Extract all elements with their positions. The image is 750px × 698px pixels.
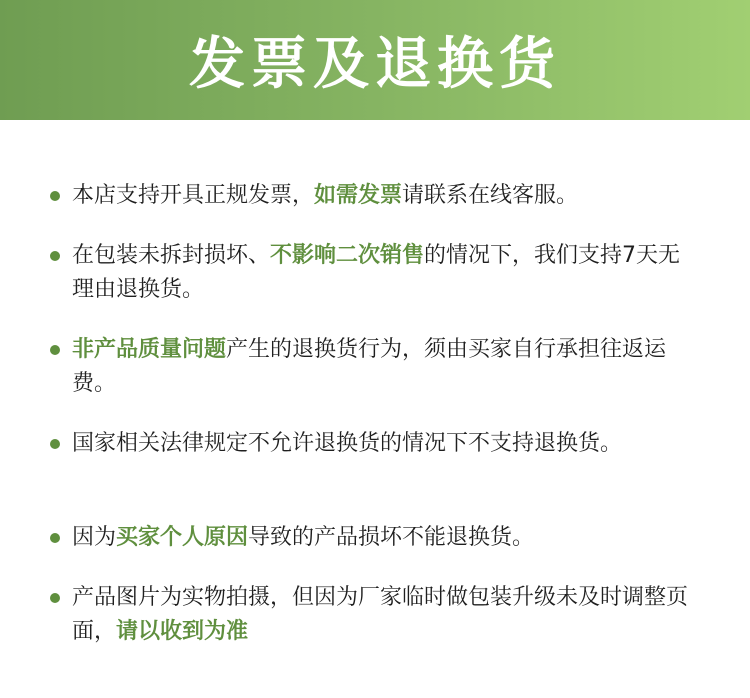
policy-item-legal [50, 427, 690, 461]
bullet-dot-icon [50, 191, 60, 201]
policy-text: 国家相关法律规定不允许退换货的情况下不支持退换货。 [72, 431, 623, 456]
bullet-dot-icon [50, 251, 60, 261]
highlight-text: 请以收到为准 [116, 619, 249, 644]
header-banner [0, 0, 750, 120]
bullet-dot-icon [50, 593, 60, 603]
bullet-dot-icon [50, 439, 60, 449]
highlight-text: 如需发票 [314, 183, 403, 208]
policy-item-personal-reason [50, 521, 690, 555]
policy-item-invoice [50, 179, 690, 213]
highlight-text: 买家个人原因 [116, 525, 249, 550]
policy-item-7day-return [50, 239, 690, 307]
highlight-text: 非产品质量问题 [72, 337, 227, 362]
policy-item-product-image [50, 581, 690, 649]
policy-text: 本店支持开具正规发票，如需发票请联系在线客服。 [72, 183, 579, 208]
policy-text: 产品图片为实物拍摄，但因为厂家临时做包装升级未及时调整页面，请以收到为准 [72, 585, 689, 644]
policy-text: 在包装未拆封损坏、不影响二次销售的情况下，我们支持7天无理由退换货。 [72, 243, 681, 302]
bullet-dot-icon [50, 345, 60, 355]
page-title: 发票及退换货 [189, 32, 561, 97]
policy-text: 因为买家个人原因导致的产品损坏不能退换货。 [72, 525, 535, 550]
policy-item-shipping-fee [50, 333, 690, 401]
highlight-text: 不影响二次销售 [270, 243, 425, 268]
bullet-dot-icon [50, 533, 60, 543]
policy-list [0, 120, 750, 698]
policy-text: 非产品质量问题产生的退换货行为，须由买家自行承担往返运费。 [72, 337, 667, 396]
